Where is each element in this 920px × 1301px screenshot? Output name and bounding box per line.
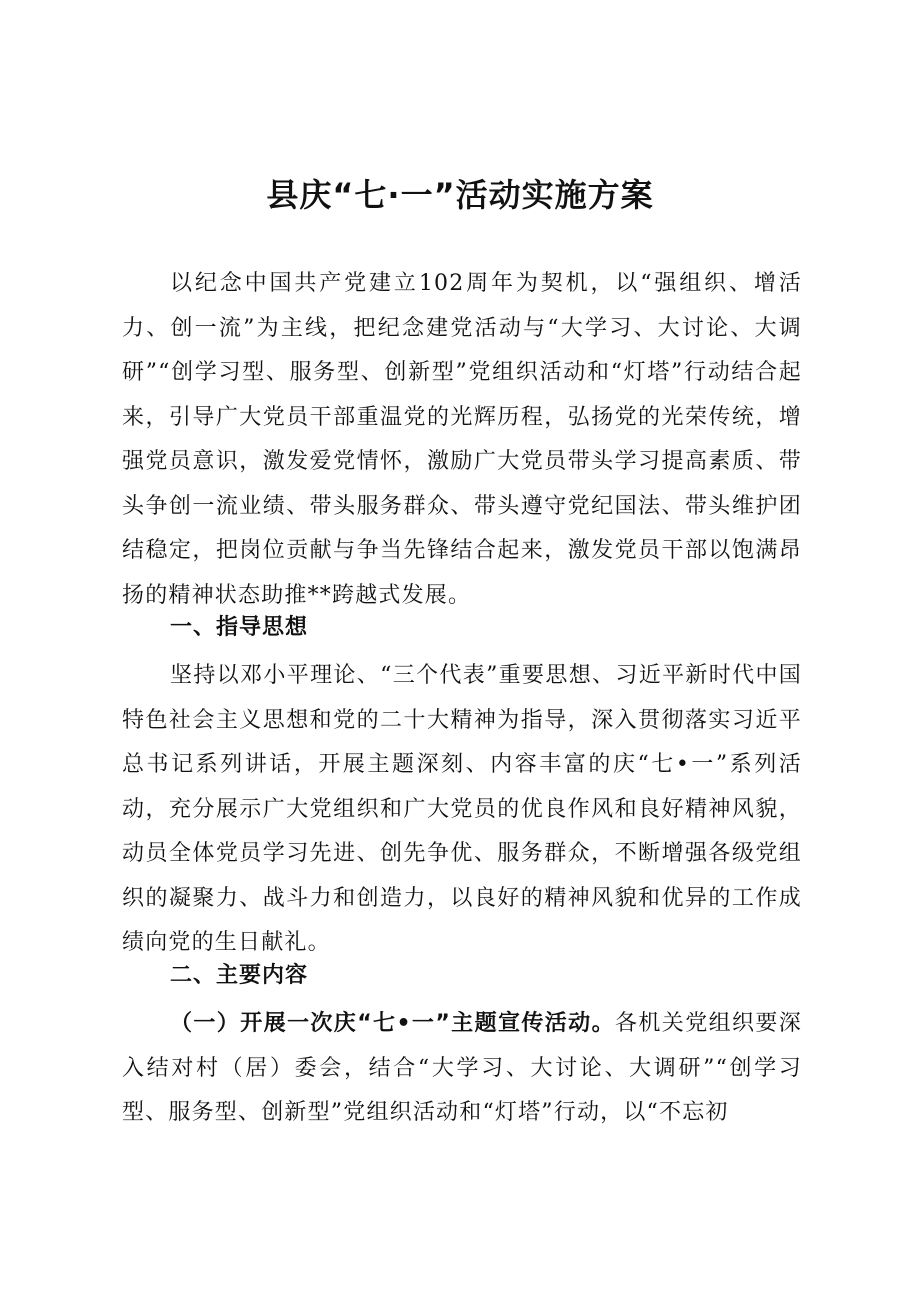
section-heading-guiding-ideology: 一、指导思想 [170, 615, 309, 640]
guiding-ideology-paragraph: 坚持以邓小平理论、“三个代表”重要思想、习近平新时代中国特色社会主义思想和党的二十大精神为指导，深入贯彻落实习近平总书记系列讲话，开展主题深刻、内容丰富的庆“七•一”系列活动，充分展示广大党组织和广大党员的优良作风和良好精神风貌，动员全体党员学习先进、创先争优、服务群众，不断增强各级党组织的凝聚力、战斗力和创造力，以良好的精神风貌和优异的工作成绩向党的生日献礼。 [122, 663, 802, 955]
item-1-text: 各机关党组织要深入结对村（居）委会，结合“大学习、大讨论、大调研”“创学习型、服务型、创新型”党组织活动和“灯塔”行动，以“不忘初 [122, 1011, 803, 1125]
section-heading-main-content: 二、主要内容 [170, 963, 309, 988]
intro-paragraph: 以纪念中国共产党建立102周年为契机，以“强组织、增活力、创一流”为主线，把纪念建党活动与“大学习、大讨论、大调研”“创学习型、服务型、创新型”党组织活动和“灯塔”行动结合起来，引导广大党员干部重温党的光辉历程，弘扬党的光荣传统，增强党员意识，激发爱党情怀，激励广大党员带头学习提高素质、带头争创一流业绩、带头服务群众、带头遵守党纪国法、带头维护团结稳定，把岗位贡献与争当先锋结合起来，激发党员干部以饱满昂扬的精神状态助推**跨越式发展。 [122, 271, 802, 608]
document-title: 县庆“七·一”活动实施方案 [266, 176, 654, 214]
item-1-lead: （一）开展一次庆“七•一”主题宣传活动。 [170, 1011, 615, 1036]
main-content-item-1 [122, 1002, 802, 1136]
